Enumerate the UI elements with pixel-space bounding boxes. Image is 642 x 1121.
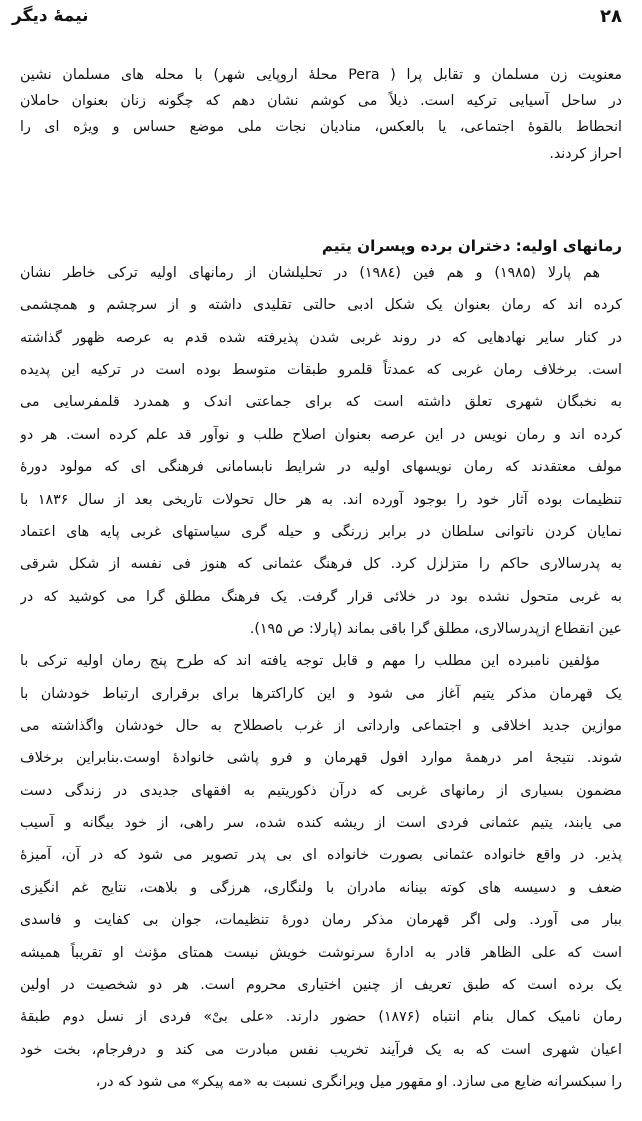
text-line: نمایان کردن ناتوانی سلطان در برابر زرنگی و حیله گری سیاستهای غربی پایه های اعتماد bbox=[20, 524, 622, 540]
text-line: معنویت زن مسلمان و تقابل پرا ( Pera محلهٔ اروپایی شهر) با محله های مسلمان نشین bbox=[20, 67, 622, 83]
text-line: کرده اند که رمان بعنوان یک شکل ادبی حالتی تقلیدی داشته و از سرچشم و همچشمی bbox=[20, 297, 622, 313]
text-line: در کنار سایر نهادهایی که در روند غربی شدن پذیرفته شده قدم به عرصه ظهور گذاشته bbox=[20, 330, 622, 346]
text-line: می یابند، یتیم عثمانی فردی است از ریشه کنده شده، سر راهی، از خود بیگانه و آسیب bbox=[20, 815, 622, 831]
text-line: اعیان شهری است که به یک فرآیند تخریب نفس مبادرت می کند و درفرجام، بخت خود bbox=[20, 1042, 622, 1058]
text-line: مؤلفین نامبرده این مطلب را مهم و قابل توجه یافته اند که طرح پنج رمان اولیه ترکی با bbox=[20, 653, 600, 669]
text-line: است که علی الظاهر قادر به ادارهٔ سرنوشت خویش نیست همتای مؤنث او تقریباً همیشه bbox=[20, 945, 622, 961]
page-number: ۲۸ bbox=[600, 6, 622, 27]
text-line: مضمون بسیاری از رمانهای غربی که درآن ذکوریتیم به افقهای جدیدی در زندگی دست bbox=[20, 783, 622, 799]
text-line: به غربی متحول نشده بود در خلائی قرار گرفت. یک فرهنگ مطلق گرا می کوشید که در bbox=[20, 589, 622, 605]
text-line: به نخبگان شهری تعلق داشته است که برای جماعتی اندک و همدرد قلمفرسایی می bbox=[20, 394, 622, 410]
running-title: نیمهٔ دیگر bbox=[12, 6, 89, 26]
text-line: در ساحل آسیایی ترکیه است. ذیلاً می کوشم نشان دهم که چگونه زنان بعنوان حاملان bbox=[20, 93, 622, 109]
section-heading: رمانهای اولیه: دختران برده وپسران یتیم bbox=[321, 237, 622, 255]
text-line: ببار می آورد. ولی اگر قهرمان مذکر رمان دورهٔ تنظیمات، جوان بی کفایت و فاسدی bbox=[20, 912, 622, 928]
text-line: را سبکسرانه ضایع می سازد. او مقهور میل ویرانگری نسبت به «مه پیکر» می شود که در، bbox=[95, 1074, 622, 1090]
text-line: تنظیمات بوده آثار خود را بوجود آورده اند. به هر حال تحولات تاریخی بعد از سال ۱۸۳۶ با bbox=[20, 492, 622, 508]
text-line: ضعف و دسیسه های کوته بینانه مادران با ولنگاری، هرزگی و بلاهت، نتایج غم انگیزی bbox=[20, 880, 622, 896]
text-line: است. برخلاف رمان غربی که عمدتاً قلمرو طبقات متوسط بوده است در ترکیه این پدیده bbox=[20, 362, 622, 378]
text-line: عین انقطاع ازپدرسالاری، مطلق گرا باقی بماند (پارلا: ص ۱۹۵). bbox=[249, 621, 622, 637]
text-line: پذیر. در واقع خانواده عثمانی بصورت خانواده ای بی پدر تصویر می شود که در آن، آمیزهٔ bbox=[20, 847, 622, 863]
text-line: رمان نامیک کمال بنام انتباه (۱۸۷۶) حضور دارند. «علی بیْ» فردی از نسل دوم طبقهٔ bbox=[20, 1009, 622, 1025]
text-line: کرده اند و رمان نویس در این عرصه بعنوان اصلاح طلب و نوآور قد علم کرده است. هر دو bbox=[20, 427, 622, 443]
text-line: احراز کردند. bbox=[549, 146, 622, 162]
text-line: یک برده است که طبق تعریف از چنین اختیاری محروم است. هر دو شخصیت در اولین bbox=[20, 977, 622, 993]
text-line: یک قهرمان مذکر یتیم آغاز می شود و این کاراکترها برای برقراری ارتباط خودشان با bbox=[20, 686, 622, 702]
text-line: مولف معتقدند که رمان نویسهای اولیه در شرایط نابسامانی فرهنگی ای که مولود دورهٔ bbox=[20, 459, 622, 475]
text-line: به پدرسالاری حاکم را متزلزل کرد. کل فرهنگ عثمانی که هنوز فی نفسه از شکل شرقی bbox=[20, 556, 622, 572]
text-line: هم پارلا (۱۹۸۵) و هم فین (۱۹۸٤) در تحلیلشان از رمانهای اولیه ترکی خاطر نشان bbox=[20, 265, 601, 281]
text-line: موازین جدید اخلاقی و اجتماعی وارداتی از غرب باصطلاح به حال خودشان واگذاشته می bbox=[20, 718, 622, 734]
text-line: انحطاط بالقوهٔ اجتماعی، یا بالعکس، منادیان نجات ملی موضع حساس و ویژه ای را bbox=[20, 119, 622, 135]
text-line: شوند. نتیجهٔ امر درهمهٔ موارد افول قهرمان و فرو پاشی خانوادهٔ اوست.بنابراین برخلاف bbox=[20, 750, 622, 766]
